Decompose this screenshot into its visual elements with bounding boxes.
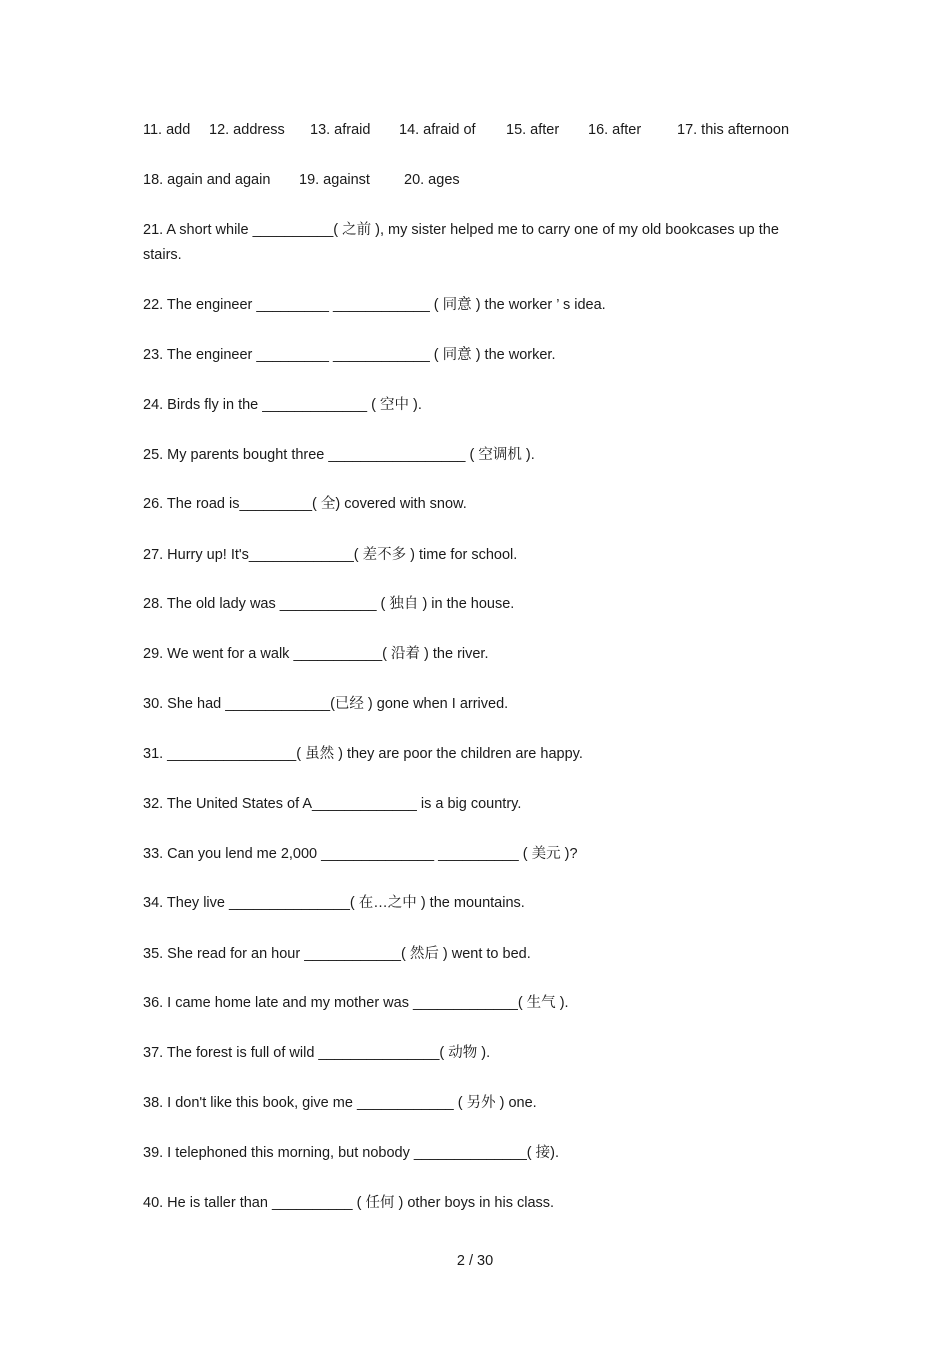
sentence-40: 40. He is taller than __________ ( 任何 ) other boys in his class. — [143, 1195, 555, 1211]
sentence-39: 39. I telephoned this morning, but nobody ______________( 接). — [143, 1145, 559, 1161]
page-number: 2 / 30 — [456, 1253, 494, 1269]
sentence-34: 34. They live _______________( 在…之中 ) the mountains. — [143, 895, 525, 911]
sentence-24: 24. Birds fly in the _____________ ( 空中 ). — [143, 397, 422, 413]
sentence-31: 31. ________________( 虽然 ) they are poor the children are happy. — [143, 746, 583, 762]
sentence-37: 37. The forest is full of wild _______________( 动物 ). — [143, 1045, 491, 1061]
sentence-26: 26. The road is_________( 全) covered with snow. — [143, 496, 467, 512]
sentence-25: 25. My parents bought three _________________ ( 空调机 ). — [143, 447, 535, 463]
sentence-27: 27. Hurry up! It's_____________( 差不多 ) time for school. — [143, 547, 518, 563]
sentence-33: 33. Can you lend me 2,000 ______________ __________ ( 美元 )? — [143, 846, 578, 862]
sentence-36: 36. I came home late and my mother was _____________( 生气 ). — [143, 995, 569, 1011]
word-item: 13. afraid — [310, 122, 371, 138]
word-item: 16. after — [588, 122, 642, 138]
sentence-23: 23. The engineer _________ ____________ ( 同意 ) the worker. — [143, 347, 556, 363]
word-list-row-1 — [143, 118, 808, 143]
sentence-35: 35. She read for an hour ____________( 然后 ) went to bed. — [143, 946, 531, 962]
word-item: 18. again and again — [143, 172, 271, 188]
word-item: 17. this afternoon — [677, 122, 790, 138]
sentence-28: 28. The old lady was ____________ ( 独自 ) in the house. — [143, 596, 515, 612]
word-item: 14. afraid of — [399, 122, 476, 138]
word-item: 12. address — [209, 122, 285, 138]
word-item: 20. ages — [404, 172, 460, 188]
sentence-30: 30. She had _____________(已经 ) gone when I arrived. — [143, 696, 509, 712]
word-list-row-2 — [143, 168, 808, 193]
sentence-22: 22. The engineer _________ ____________ ( 同意 ) the worker ’ s idea. — [143, 297, 606, 313]
word-item: 19. against — [299, 172, 370, 188]
sentence-32: 32. The United States of A_____________ is a big country. — [143, 796, 522, 812]
word-item: 15. after — [506, 122, 560, 138]
sentence-29: 29. We went for a walk ___________( 沿着 ) the river. — [143, 646, 489, 662]
word-item: 11. add — [143, 122, 191, 138]
sentence-38: 38. I don't like this book, give me ____________ ( 另外 ) one. — [143, 1095, 537, 1111]
sentence-21: 21. A short while __________( 之前 ), my sister helped me to carry one of my old bookcases up the stairs. — [143, 222, 779, 263]
